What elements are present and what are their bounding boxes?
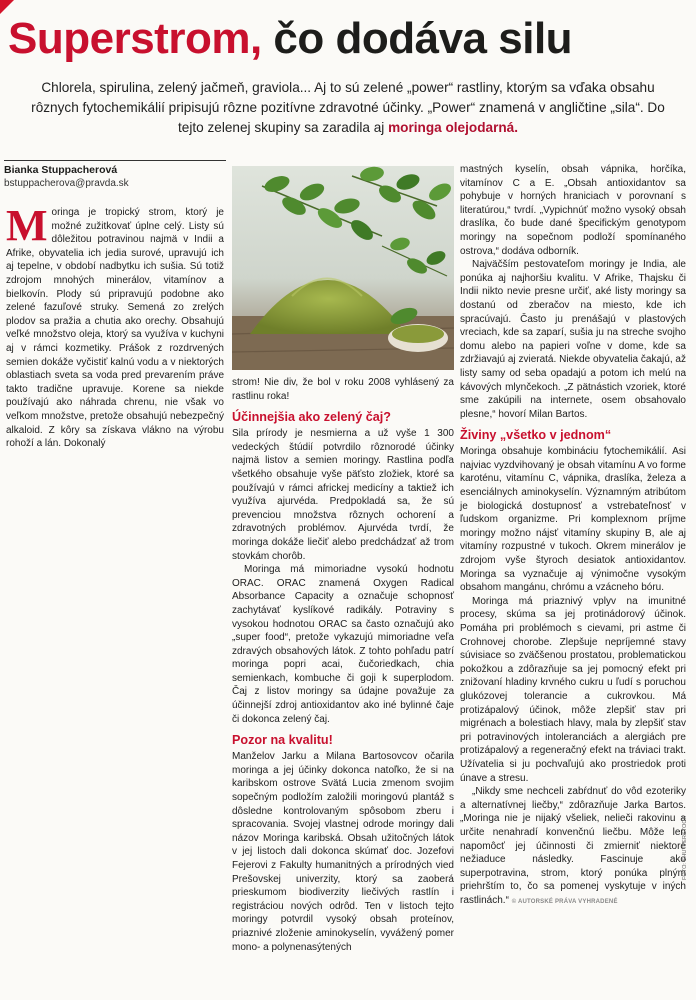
paragraph-continued: strom! Nie div, že bol v roku 2008 vyhlásený za rastlinu roka! [232,377,454,402]
column-2 [232,376,454,954]
paragraph-quote [460,785,686,909]
author-name: Bianka Stuppacherová [4,164,118,176]
moringa-illustration [232,166,454,370]
photo-credit: FOTO: SHUTTERSTOCK [682,815,688,880]
column-3 [460,163,686,909]
paragraph-india: Najväčším pestovateľom moringy je India, ale ponúka aj najhoršiu kvalitu. V Afrike, Thajsku či Indii nikto nevie presne určiť, aké listy moringy sa dostanú od zberačov na miesto, kde ich spracúvajú. Často ju prenášajú v plastových vreciach, kde sa zaparí, sušia ju na streche svojho domu alebo na papieri voľne v dome, kde sa zdržiavajú aj zvieratá. Niekde obyvatelia čakajú, až listy samy od seba opadajú a potom ich melú na kávových mlynčekoch. „Z pätnástich vzoriek, ktoré sme zakúpili na internete, osem obsahovalo plesne,“ hovorí Milan Bartos. [460,259,686,420]
byline [4,160,226,191]
subheading-nutrients: Živiny „všetko v jednom“ [460,428,612,443]
corner-marker [0,0,14,14]
intro-paragraph [6,201,224,451]
lead-text: Chlorela, spirulina, zelený jačmeň, graviola... Aj to sú zelené „power“ rastliny, ktorým sa vďaka obsahu rôznych fytochemikálií pripisujú rôzne pozitívne zdravotné účinky. „Power“ znamená v angličtine „sila“. Do tejto zelenej skupiny sa zaradila aj [31,80,665,135]
drop-cap: M [6,201,48,250]
subheading-green-tea: Účinnejšia ako zelený čaj? [232,410,391,425]
headline-accent: Superstrom, [8,14,262,63]
subheading-quality: Pozor na kvalitu! [232,733,333,748]
quote-text: „Nikdy sme nechceli zabŕdnuť do vôd ezoteriky a alternatívnej liečby,“ zdôrazňuje Jarka Bartos. „Moringa nie je nijaký všeliek, nelieči rakovinu a určite nenahradí konvenčnú liečbu. Môže len napomôcť jej účinnosti či zmierniť niektoré nežiaduce následky. Fascinuje ako superpotravina, strom, ktorý ponúka plným priehrštím to, čo sa pomenej vyskytuje v iných rastlinách.“ [460,786,686,906]
paragraph-orac: Moringa má mimoriadne vysokú hodnotu ORAC. ORAC znamená Oxygen Radical Absorbance Capacity a označuje schopnosť zachytávať kyslíkové radikály. Potraviny s vysokou hodnotou ORAC sa často označujú ako „super food“, pretože vykazujú mimoriadne veľa zdravých obsahových látok. Z tohto pohľadu patrí moringa popri acai, čučoriedkach, chia semienkach, kombuche či goji k superplodom. Čaj z listov moringy sa údajne považuje za účinnejší zdroj antioxidantov ako iné bylinné čaje či dokonca zelený čaj. [232,564,454,725]
intro-text: oringa je tropický strom, ktorý je možné zužitkovať úplne celý. Listy sú dôležitou potravinou najmä v Indii a Afrike, obyvatelia ich jedia surové, upravujú ich aj tepelne, v období nadbytku ich sušia. Sú totiž zdrojom mnohých minerálov, vitamínov a bielkovín. Plody sú pripravujú podobne ako zelené fazuľové struky. Semená zo zrelých plodov sa pražia a chutia ako orechy. Obsahujú veľké množstvo oleja, ktorý sa využíva v kuchyni aj v rámci kozmetiky. Prášok z rozdrvených semien dokáže vyčistiť kalnú vodu a v niektorých oblastiach sveta sa voda pred prevarením práve takto tradične upravuje. Korene sa niekde používajú ako náhrada chrenu, nie však vo veľkom množstve, pretože obsahujú nebezpečný alkaloid. Z kôry sa získava vlákno na výrobu rohoží a lán. Dokonalý [6,207,224,450]
headline-rest: čo dodáva silu [273,14,573,63]
lead-highlight: moringa olejodarná. [388,120,518,135]
column-1 [6,201,224,451]
paragraph-health-effects: Moringa má priaznivý vplyv na imunitné procesy, skúma sa jej protinádorový účinok. Pomáha pri problémoch s cievami, pri astme či Crohnovej chorobe. Zlepšuje nepríjemné stavy súvisiace so zväčšenou prostatou, problematickou pokožkou a zdôrazňuje sa jej pomocný efekt pri znižovaní hladiny krvného cukru u ľudí s poruchou glukózovej tolerancie a cukrovkou. Má protizápalový účinok, môže zlepšiť stav pri migrénach a bolestiach hlavy, mala by zlepšiť stav pri potravinových intoleranciách a alergiách pre protizápalový a regeneračný efekt na tráviaci trakt. Užívatelia si ju pochvaľujú ako prostriedok proti únave a stresu. [460,595,686,784]
headline [8,14,688,64]
moringa-photo [232,166,454,370]
lead-paragraph [18,78,678,138]
paragraph-bartos: Manželov Jarku a Milana Bartosovcov očarila moringa a jej účinky dokonca natoľko, že si na karibskom ostrove Svätá Lucia zmenom svojim sopečným podložím založili moringovú plantáž s dôsledne kontrolovaným spôsobom zberu i spracovania. Svojej vlastnej odrode moringy dali názov Moringa karibská. Obsah užitočných látok v jej listoch dali dokonca skúmať doc. Jozefovi Fejerovi z Fakulty humanitných a prírodných vied Prešovskej univerzity, ktorý sa zaoberá prieskumom biodiverzity liečivých rastlín i registráciou nových odrôd. Ten v listoch tejto moringy potvrdil vysoký obsah proteínov, priaznivé zloženie aminokyselín, vyvážený pomer mono- a polynenasýtených [232,751,454,953]
paragraph-acids: mastných kyselín, obsah vápnika, horčíka, vitamínov C a E. „Obsah antioxidantov sa pohybuje v horných hraniciach v porovnaní s literatúrou,“ tvrdí. „Vypichnúť možno vysoký obsah draslíka, čo bude dané špecifickým genotypom moringy na sopečnom podloží spomínaného ostrova,“ dodáva odborník. [460,164,686,257]
paragraph-phytochemicals: Moringa obsahuje kombináciu fytochemikálií. Asi najviac vyzdvihovaný je obsah vitamínu A vo forme karoténu, vitamínu C, vápnika, draslíka, železa a esenciálnych aminokyselín. Významným atribútom je biologická dostupnosť a vstrebateľnosť v ľudskom organizme. Pri komplexnom príjme moringy možno nájsť vitamíny skupiny B, ale aj vitamíny rozpustné v tukoch. Okrem minerálov je zdrojom vyše štyroch desiatok antioxidantov. Moringa sa vyznačuje aj výnimočne vysokým obsahom mangánu, chrómu a vzácneho bóru. [460,446,686,594]
author-email: bstuppacherova@pravda.sk [4,178,129,189]
paragraph-studies: Sila prírody je nesmierna a už vyše 1 300 vedeckých štúdií potvrdilo rôznorodé účinky najmä listov a semien moringy. Rastlina podľa všetkého obsahuje vyše päťsto zložiek, ktoré sa používajú v rámci africkej medicíny a taktiež ich využíva ajurvéda. Predpokladá sa, že sú prevenciou množstva rôznych ochorení a zdravotných problémov. Ajurvéda tvrdí, že moringa dokáže liečiť alebo predchádzať až trom stovkám chorôb. [232,428,454,562]
copyright-mark: © AUTORSKÉ PRÁVA VYHRADENÉ [511,898,618,905]
